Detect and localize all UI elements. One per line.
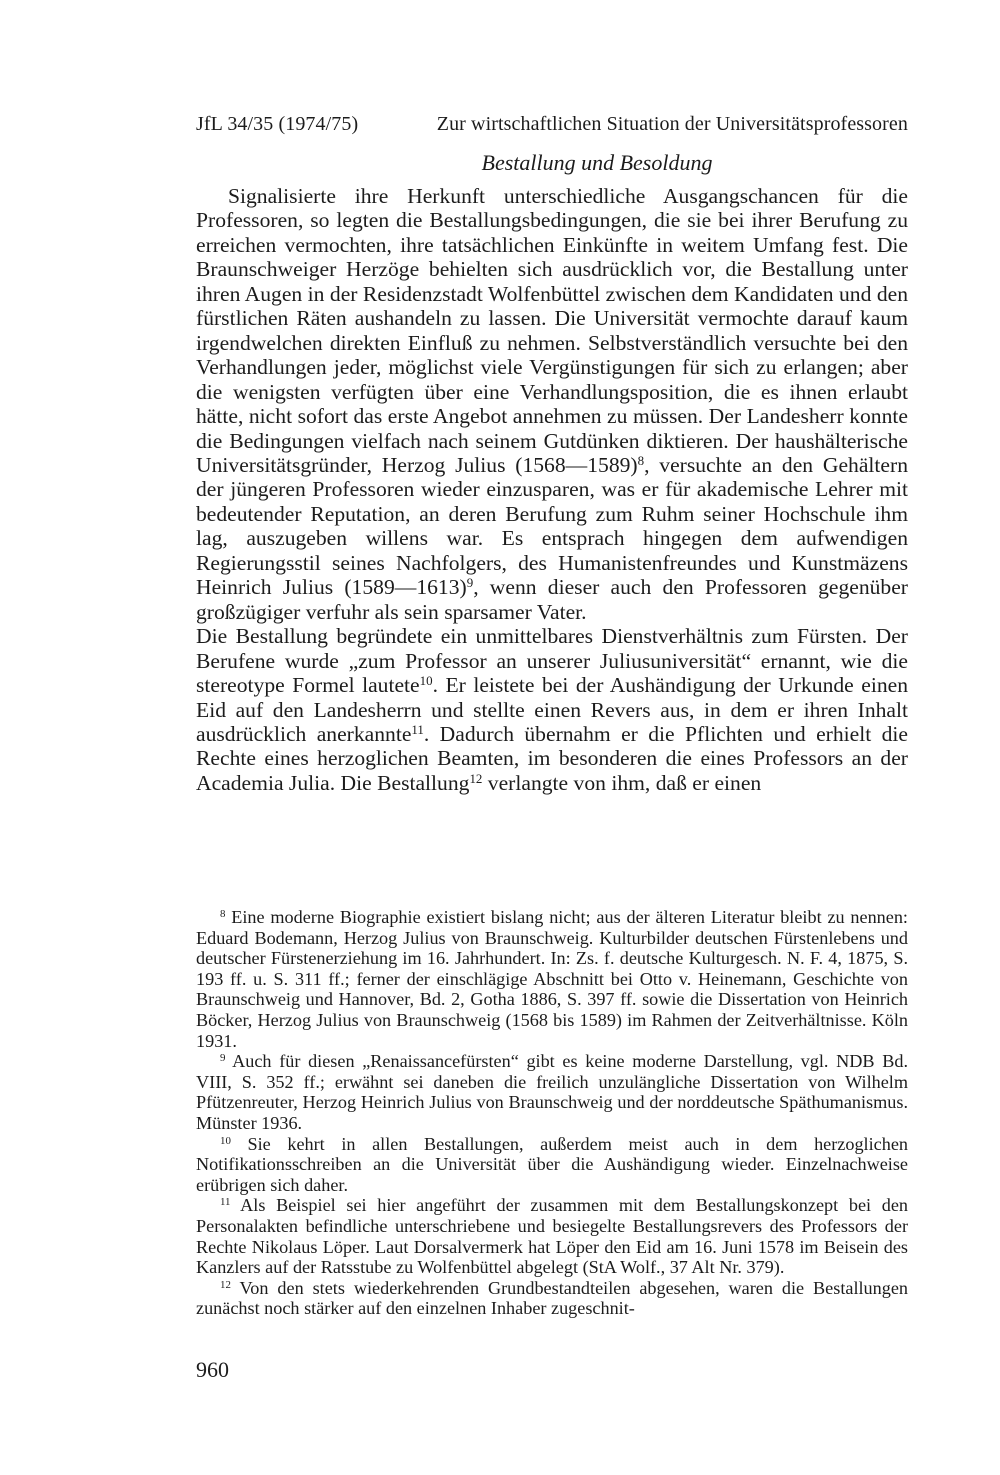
footnote-reference: 10 (419, 672, 433, 688)
section-heading: Bestallung und Besoldung (481, 150, 713, 175)
body-paragraph (196, 624, 908, 795)
footnote-number: 11 (220, 1196, 231, 1209)
footnote-number: 12 (220, 1278, 231, 1291)
paragraph-text: Signalisierte ihre Herkunft unterschiedliche Ausgangschancen für die Professoren, so legten die Bestallungsbedingungen, die sie bei ihrer Berufung zu erreichen vermochten, ihre tatsächlichen Einkünfte in weitem Umfang fest. Die Braunschweiger Herzöge behielten sich ausdrücklich vor, die Bestallung unter ihren Augen in der Residenzstadt Wolfenbüttel zwischen dem Kandidaten und den fürstlichen Räten aushandeln zu lassen. Die Universität vermochte darauf kaum irgendwelchen direkten Einfluß zu nehmen. Selbstverständlich versuchte bei den Verhandlungen jeder, möglichst viele Vergünstigungen für sich zu erlangen; aber die wenigsten verfügten über eine Verhandlungsposition, die es ihnen erlaubt hätte, nicht sofort das erste Angebot annehmen zu müssen. Der Landesherr konnte die Bedingungen vielfach nach seinem Gutdünken diktieren. Der haushälterische Universitätsgründer, Herzog Julius (1568—1589) (196, 184, 908, 477)
paragraph-text: verlangte von ihm, daß er einen (482, 770, 762, 795)
body-text (196, 184, 908, 795)
footnote (196, 1051, 908, 1133)
footnote-reference: 11 (411, 721, 424, 737)
paragraph-text: Die Bestallung begründete ein unmittelbares Dienstverhältnis zum Fürsten. Der Berufene wurde „zum Professor an unserer Juliusuniversität“ ernannt, wie die stereotype Formel lautete (196, 624, 908, 698)
body-paragraph (196, 184, 908, 624)
paragraph-text: . Dadurch übernahm er die Pflichten und erhielt die Rechte eines herzoglichen Beamten, im besonderen die eines Professors an der Academia Julia. Die Bestallung (196, 721, 908, 795)
footnote-number: 8 (220, 908, 226, 920)
paragraph-text: . Er leistete bei der Aushändigung der Urkunde einen Eid auf den Landesherrn und stellte einen Revers aus, in dem er ihren Inhalt ausdrücklich anerkannte (196, 673, 908, 746)
footnote-text: Als Beispiel sei hier angeführt der zusammen mit dem Bestallungskonzept bei den Personalakten befindliche unterschriebene und besiegelte Bestallungsrevers des Professors der Rechte Nikolaus Löper. Laut Dorsalvermerk hat Löper den Eid am 16. Juni 1578 im Beisein des Kanzlers auf der Ratsstube zu Wolfenbüttel abgelegt (StA Wolf., 37 Alt Nr. 379). (196, 1195, 908, 1278)
footnote-reference: 8 (637, 452, 645, 468)
footnotes (196, 907, 908, 1319)
footnote (196, 907, 908, 1051)
running-title: Zur wirtschaftlichen Situation der Universitätsprofessoren (436, 113, 908, 135)
journal-citation: JfL 34/35 (1974/75) (196, 113, 359, 135)
footnote (196, 1278, 908, 1319)
footnote-text: Eine moderne Biographie existiert bislang nicht; aus der älteren Literatur bleibt zu nennen: Eduard Bodemann, Herzog Julius von Braunschweig. Kulturbilder deutschen Fürstenlebens und deutscher Fürstenerziehung im 16. Jahrhundert. In: Zs. f. deutsche Kulturgesch. N. F. 4, 1875, S. 193 ff. u. S. 311 ff.; ferner der einschlägige Abschnitt bei Otto v. Heinemann, Geschichte von Braunschweig und Hannover, Bd. 2, Gotha 1886, S. 397 ff. sowie die Dissertation von Heinrich Böcker, Herzog Julius von Braunschweig (1568 bis 1589) im Rahmen der Zeitverhältnisse. Köln 1931. (196, 907, 908, 1051)
footnote-reference: 9 (466, 575, 474, 591)
footnote-text: Auch für diesen „Renaissancefürsten“ gibt es keine moderne Darstellung, vgl. NDB Bd. VIII, S. 352 ff.; erwähnt sei daneben die freilich unzulängliche Dissertation von Wilhelm Pfützenreuter, Herzog Heinrich Julius von Braunschweig und der norddeutsche Späthumanismus. Münster 1936. (196, 1051, 908, 1133)
footnote-number: 9 (220, 1052, 226, 1065)
footnote (196, 1134, 908, 1196)
footnote-reference: 12 (469, 770, 483, 786)
running-header (196, 113, 908, 143)
footnote-text: Von den stets wiederkehrenden Grundbestandteilen abgesehen, waren die Bestallungen zunächst noch stärker auf den einzelnen Inhaber zugeschnit- (196, 1277, 908, 1319)
paragraph-text: , versuchte an den Gehältern der jüngeren Professoren wieder einzusparen, was er für akademische Lehrer mit bedeutender Reputation, an deren Berufung zum Ruhm seiner Hochschule ihm lag, auszugeben willens war. Es entsprach hingegen dem aufwendigen Regierungsstil seines Nachfolgers, des Humanistenfreundes und Kunstmäzens Heinrich Julius (1589—1613) (196, 452, 908, 600)
page-number: 960 (196, 1357, 229, 1382)
footnote-text: Sie kehrt in allen Bestallungen, außerdem meist auch in dem herzoglichen Notifikationsschreiben an die Universität über die Aushändigung wieder. Einzelnachweise erübrigen sich daher. (196, 1133, 908, 1195)
footnote-number: 10 (220, 1134, 231, 1147)
footnote (196, 1195, 908, 1277)
paragraph-text: , wenn dieser auch den Professoren gegenüber großzügiger verfuhr als sein sparsamer Vater. (196, 575, 908, 624)
